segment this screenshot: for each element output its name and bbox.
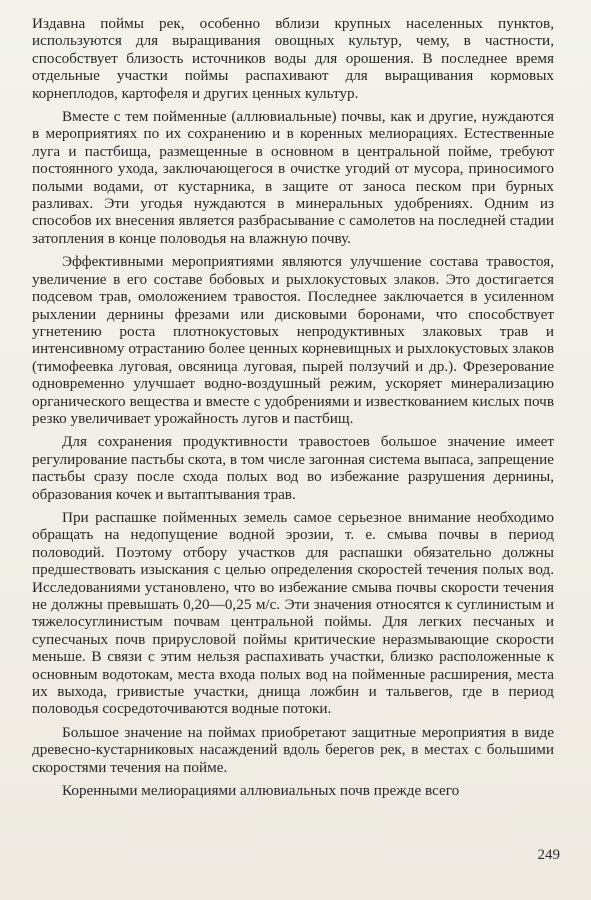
paragraph-4: Для сохранения продуктивности травостоев большое значение имеет регулирование пастьбы скота, в том числе загонная система выпаса, запрещение пастьбы сразу после схода полых вод во избежание разрушения дернины, образования кочек и вытаптывания трав. — [32, 433, 554, 503]
paragraph-2: Вместе с тем пойменные (аллювиальные) почвы, как и другие, нуждаются в мероприятиях по их сохранению и в коренных мелиорациях. Естественные луга и пастбища, размещенные в основном в центральной пойме, требуют постоянного ухода, заключающегося в очистке угодий от мусора, приносимого полыми водами, от кустарника, в защите от заноса песком при бурных разливах. Эти угодья нуждаются в минеральных удобрениях. Одним из способов их внесения является разбрасывание с самолетов на последней стадии затопления в конце половодья на влажную почву. — [32, 108, 554, 247]
paragraph-3: Эффективными мероприятиями являются улучшение состава травостоя, увеличение в его составе бобовых и рыхлокустовых злаков. Это достигается подсевом трав, омоложением травостоя. Последнее заключается в усиленном рыхлении дернины фрезами или дисковыми боронами, что способствует угнетению роста плотнокустовых непродуктивных злаковых трав и интенсивному отрастанию более ценных корневищных и рыхлокустовых злаков (тимофеевка луговая, овсяница луговая, пырей ползучий и др.). Фрезерование одновременно улучшает водно-воздушный режим, ускоряет минерализацию органического вещества и вместе с удобрениями и известкованием кислых почв резко увеличивает урожайность лугов и пастбищ. — [32, 253, 554, 427]
page-number: 249 — [537, 847, 560, 863]
paragraph-1: Издавна поймы рек, особенно вблизи крупных населенных пунктов, используются для выращивания овощных культур, чему, в частности, способствует близость источников воды для орошения. В последнее время отдельные участки поймы распахивают для выращивания кормовых корнеплодов, картофеля и других ценных культур. — [32, 15, 554, 102]
paragraph-7: Коренными мелиорациями аллювиальных почв прежде всего — [62, 782, 460, 800]
paragraph-6: Большое значение на поймах приобретают защитные мероприятия в виде древесно-кустарниковых насаждений вдоль берегов рек, в местах с большими скоростями течения на пойме. — [32, 723, 554, 776]
page-body-text — [32, 15, 554, 799]
paragraph-5: При распашке пойменных земель самое серьезное внимание необходимо обращать на недопущение водной эрозии, т. е. смыва почвы в период половодий. Поэтому отбору участков для распашки обязательно должны предшествовать изыскания с целью определения скоростей течения полых вод. Исследованиями установлено, что во избежание смыва почвы скорости течения не должны превышать 0,20—0,25 м/с. Эти значения относятся к суглинистым и тяжелосуглинистым почвам центральной поймы. Для легких песчаных и супесчаных почв прирусловой поймы критические неразмывающие скорости меньше. В связи с этим нельзя распахивать участки, близко расположенные к основным водотокам, места входа полых вод на пойменные расширения, места их выхода, гривистые участки, днища ложбин и тальвегов, где в период половодья сосредоточиваются водные потоки. — [32, 508, 554, 718]
